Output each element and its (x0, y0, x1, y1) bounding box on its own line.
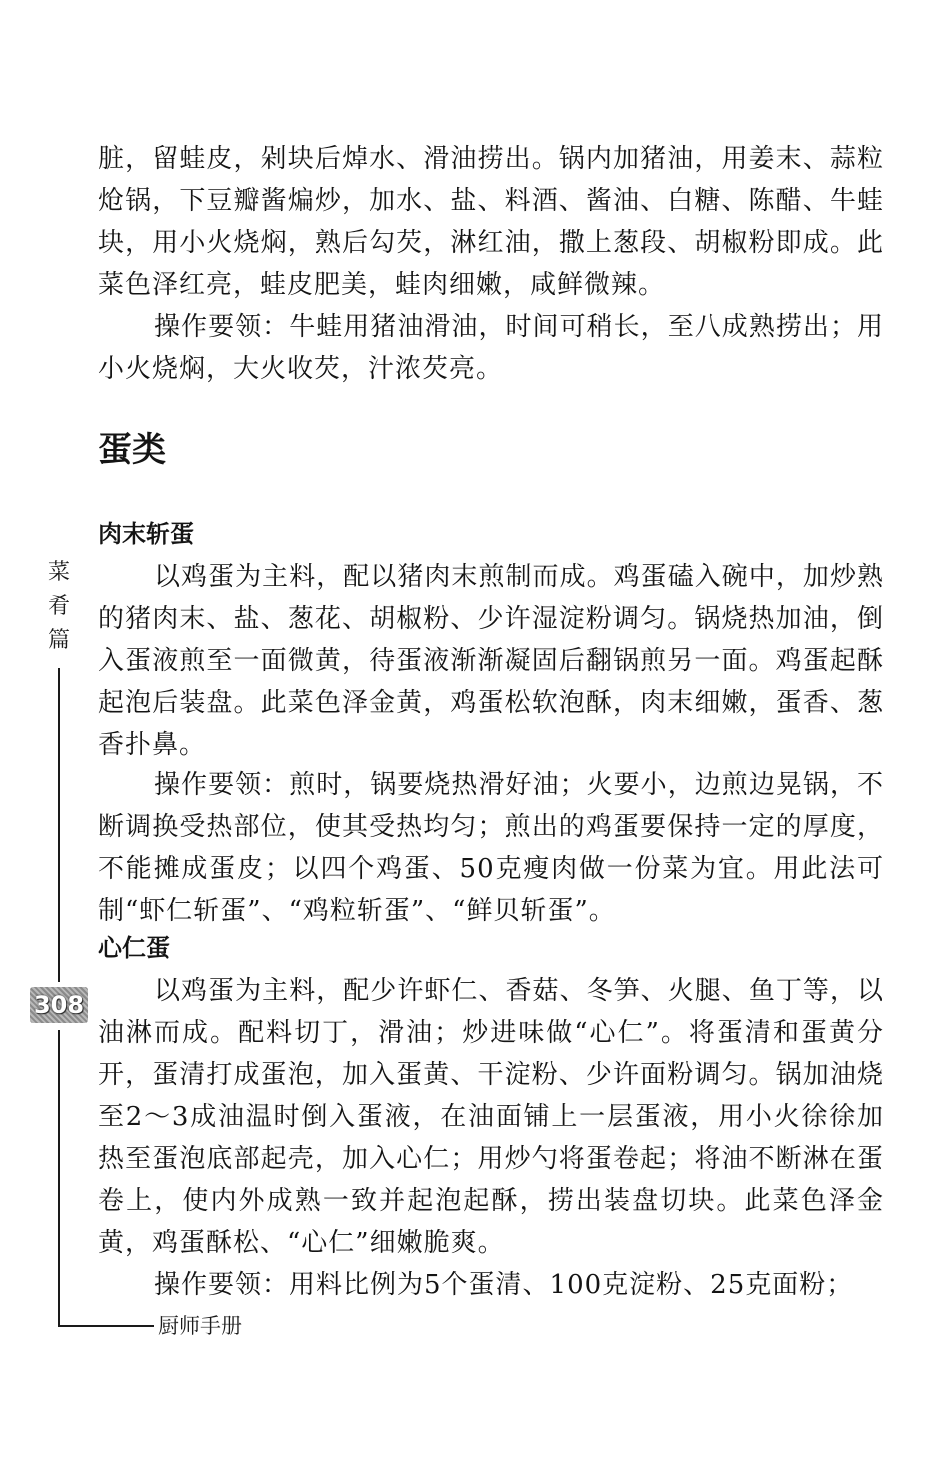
chapter-char: 菜 (47, 560, 70, 585)
margin-rule-bottom (58, 1030, 60, 1326)
dish-2-body: 以鸡蛋为主料，配少许虾仁、香菇、冬笋、火腿、鱼丁等，以油淋而成。配料切丁，滑油；炒进味做“心仁”。将蛋清和蛋黄分开，蛋清打成蛋泡，加入蛋黄、干淀粉、少许面粉调匀。锅加油烧至2～3成油温时倒入蛋液，在油面铺上一层蛋液，用小火徐徐加热至蛋泡底部起壳，加入心仁；用炒勺将蛋卷起；将油不断淋在蛋卷上，使内外成熟一致并起泡起酥，捞出装盘切块。此菜色泽金黄，鸡蛋酥松、“心仁”细嫩脆爽。 (98, 976, 884, 1258)
dish-2-tips: 操作要领：用料比例为5个蛋清、100克淀粉、25克面粉； (154, 1270, 854, 1300)
margin-rule-top (58, 668, 60, 982)
book-title: 厨师手册 (158, 1314, 242, 1338)
chapter-label (44, 556, 74, 658)
section-title: 蛋类 (98, 430, 166, 470)
continuation-tips: 操作要领：牛蛙用猪油滑油，时间可稍长，至八成熟捞出；用小火烧焖，大火收芡，汁浓芡亮。 (98, 312, 884, 384)
dish-title-1: 肉末斩蛋 (98, 520, 194, 548)
dish-1-body: 以鸡蛋为主料，配以猪肉末煎制而成。鸡蛋磕入碗中，加炒熟的猪肉末、盐、葱花、胡椒粉、少许湿淀粉调匀。锅烧热加油，倒入蛋液煎至一面微黄，待蛋液渐渐凝固后翻锅煎另一面。鸡蛋起酥起泡后装盘。此菜色泽金黄，鸡蛋松软泡酥，肉末细嫩，蛋香、葱香扑鼻。 (98, 562, 884, 760)
chapter-char: 肴 (47, 594, 70, 619)
dish-title-2: 心仁蛋 (98, 934, 170, 962)
page-number: 308 (30, 987, 88, 1023)
footer-rule (58, 1325, 154, 1327)
dish-1-tips: 操作要领：煎时，锅要烧热滑好油；火要小，边煎边晃锅，不断调换受热部位，使其受热均匀；煎出的鸡蛋要保持一定的厚度，不能摊成蛋皮；以四个鸡蛋、50克瘦肉做一份菜为宜。用此法可制“虾仁斩蛋”、“鸡粒斩蛋”、“鲜贝斩蛋”。 (98, 770, 884, 926)
chapter-char: 篇 (47, 628, 70, 653)
continuation-paragraph: 脏，留蛙皮，剁块后焯水、滑油捞出。锅内加猪油，用姜末、蒜粒炝锅，下豆瓣酱煸炒，加水、盐、料酒、酱油、白糖、陈醋、牛蛙块，用小火烧焖，熟后勾芡，淋红油，撒上葱段、胡椒粉即成。此菜色泽红亮，蛙皮肥美，蛙肉细嫩，咸鲜微辣。 (98, 144, 884, 300)
